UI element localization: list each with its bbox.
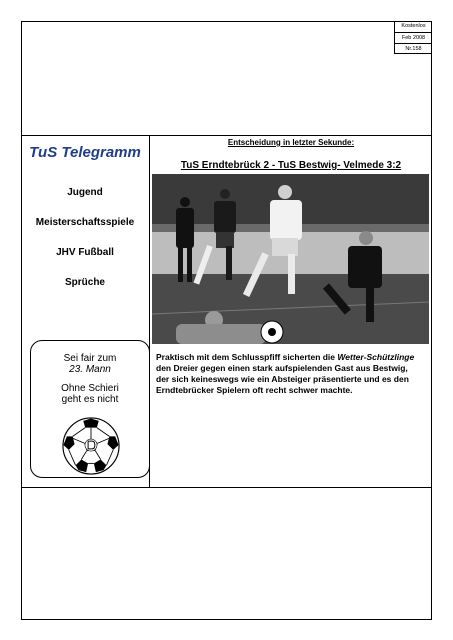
fair-line-3: Ohne Schieri [61,383,119,394]
fair-line-4: geht es nicht [61,394,119,405]
fair-line-2: 23. Mann [69,364,111,375]
match-photo [152,174,429,344]
headline-main: TuS Erndtebrück 2 - TuS Bestwig- Velmede 3:2 [180,160,402,171]
price-label: Kostenlos [395,21,432,33]
issue-date: Feb 2008 [395,33,432,45]
article-text [156,352,416,396]
headline-kicker: Entscheidung in letzter Sekunde: [227,138,355,147]
match-photo-illustration [152,174,429,344]
soccer-ball-icon [62,417,120,475]
paper-title: TuS Telegramm [29,144,141,161]
fair-play-box [30,340,150,478]
article-emphasis: Wetter-Schützlinge [337,352,415,362]
article-part-1: Praktisch mit dem Schlusspfiff sicherten die [156,352,338,362]
toc-item-jhv[interactable]: JHV Fußball [56,247,114,258]
table-of-contents [21,187,149,307]
toc-item-jugend[interactable]: Jugend [67,187,103,198]
divider-bottom [21,487,432,488]
fair-line-1: Sei fair zum [63,353,117,364]
issue-info-box [394,21,432,54]
toc-item-meisterschaftsspiele[interactable]: Meisterschaftsspiele [35,217,135,228]
toc-item-sprueche[interactable]: Sprüche [64,277,105,288]
divider-top [21,135,432,136]
issue-number: Nr.158 [405,46,422,53]
article-part-2: den Dreier gegen einen stark aufspielenden Gast aus Bestwig, der sich keineswegs wie ein Absteiger präsentierte und es den Erndtebrücker Spielern oft recht schwer machte. [156,363,409,395]
